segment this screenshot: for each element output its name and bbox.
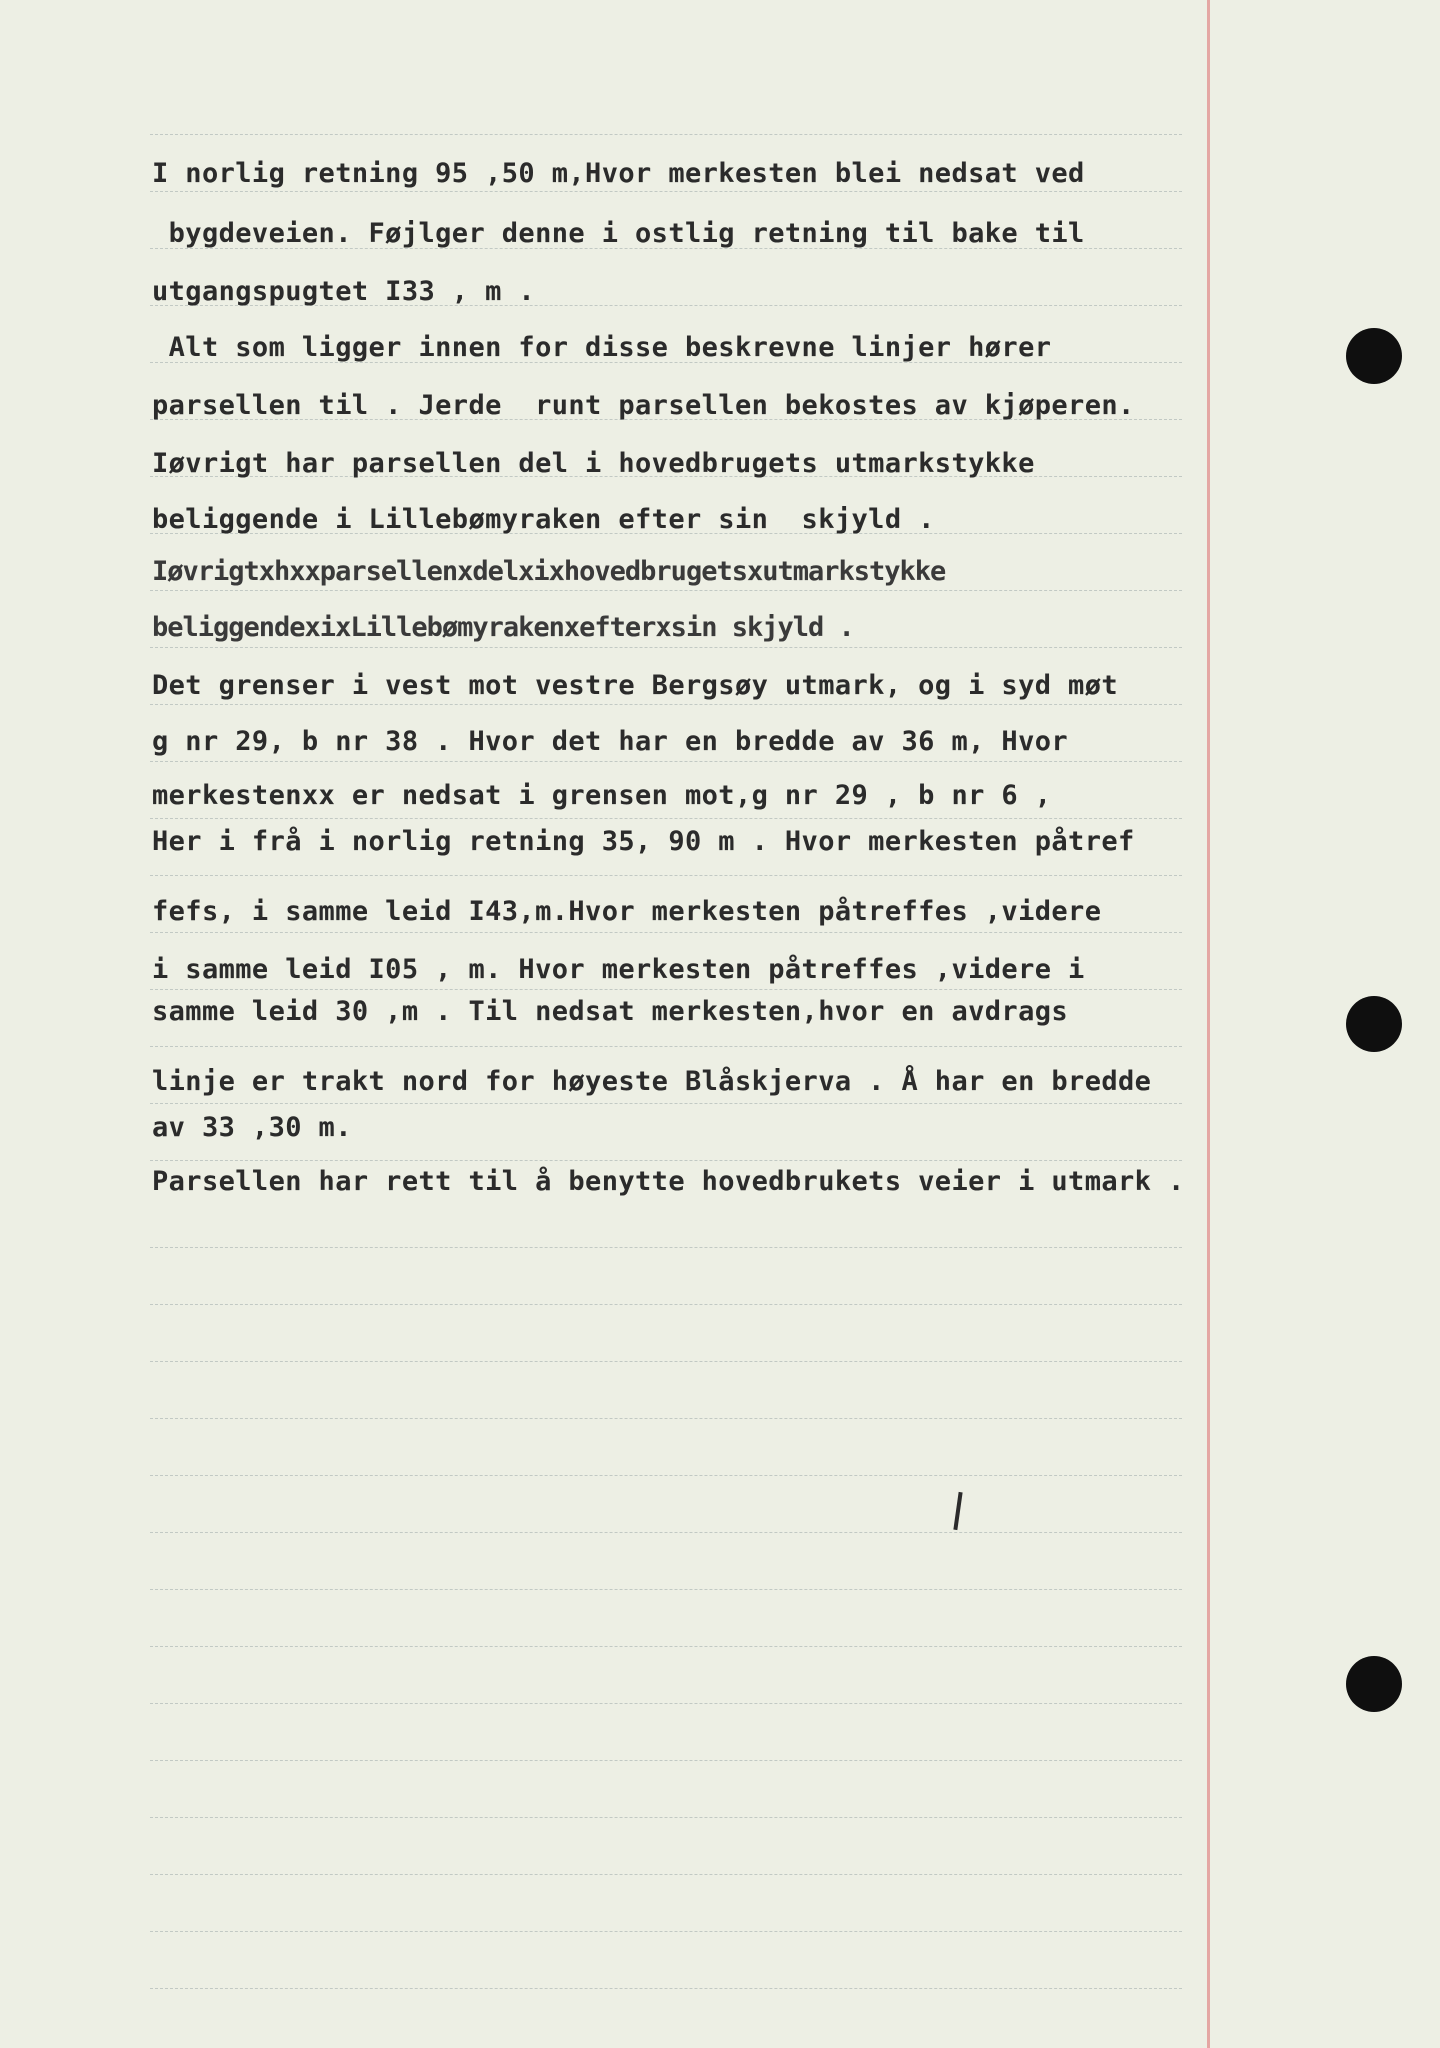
ruled-line [150, 1817, 1182, 1818]
ruled-line [150, 1589, 1182, 1590]
ruled-line [150, 1046, 1182, 1047]
ruled-line [150, 875, 1182, 876]
ruled-line [150, 1874, 1182, 1875]
ruled-line [150, 1760, 1182, 1761]
text-line: Det grenser i vest mot vestre Bergsøy utmark, og i syd møt [152, 670, 1119, 701]
ruled-line [150, 1418, 1182, 1419]
ruled-line [150, 989, 1182, 990]
text-line: I norlig retning 95 ,50 m,Hvor merkesten blei nedsat ved [152, 158, 1085, 189]
ruled-line [150, 1988, 1182, 1989]
ruled-line [150, 590, 1182, 591]
ruled-line [150, 191, 1182, 192]
text-line: Parsellen har rett til å benytte hovedbrukets veier i utmark . [152, 1166, 1185, 1197]
text-line: Alt som ligger innen for disse beskrevne linjer hører [152, 332, 1052, 363]
ruled-line [150, 1304, 1182, 1305]
text-line: Iøvrigt har parsellen del i hovedbrugets utmarkstykke [152, 448, 1035, 479]
punch-hole [1346, 328, 1402, 384]
ruled-line [150, 704, 1182, 705]
text-line: utgangspugtet I33 , m . [152, 276, 536, 307]
ruled-line [150, 1532, 1182, 1533]
text-line: samme leid 30 ,m . Til nedsat merkesten,hvor en avdrags [152, 996, 1069, 1027]
text-line: g nr 29, b nr 38 . Hvor det har en bredde av 36 m, Hvor [152, 726, 1069, 757]
text-line: merkestenxx er nedsat i grensen mot,g nr 29 , b nr 6 , [152, 780, 1052, 811]
ruled-line [150, 1247, 1182, 1248]
punch-hole [1346, 1656, 1402, 1712]
ruled-line [150, 1475, 1182, 1476]
ruled-line [150, 134, 1182, 135]
struck-text-line: beliggendexixLillebømyrakenxefterxsin skjyld . [152, 612, 854, 643]
red-margin-line [1207, 0, 1210, 2048]
handwritten-tick-mark [953, 1492, 962, 1530]
ruled-line [150, 1160, 1182, 1161]
text-line: i samme leid I05 , m. Hvor merkesten påtreffes ,videre i [152, 954, 1085, 985]
ruled-line [150, 1103, 1182, 1104]
text-line: parsellen til . Jerde runt parsellen bekostes av kjøperen. [152, 390, 1135, 421]
text-line: fefs, i samme leid I43,m.Hvor merkesten påtreffes ,videre [152, 896, 1102, 927]
punch-hole [1346, 996, 1402, 1052]
ruled-line [150, 1931, 1182, 1932]
text-line: Her i frå i norlig retning 35, 90 m . Hvor merkesten påtref [152, 826, 1135, 857]
ruled-line [150, 1361, 1182, 1362]
ruled-line [150, 1703, 1182, 1704]
ruled-line [150, 932, 1182, 933]
text-line: linje er trakt nord for høyeste Blåskjerva . Å har en bredde [152, 1066, 1152, 1097]
struck-text-line: Iøvrigtxhxxparsellenxdelxixhovedbrugetsxutmarkstykke [152, 556, 946, 587]
text-line: bygdeveien. Føjlger denne i ostlig retning til bake til [152, 218, 1085, 249]
text-line: beliggende i Lillebømyraken efter sin skjyld . [152, 504, 935, 535]
ruled-line [150, 1646, 1182, 1647]
ruled-line [150, 818, 1182, 819]
ruled-line [150, 647, 1182, 648]
text-line: av 33 ,30 m. [152, 1112, 352, 1143]
ruled-line [150, 761, 1182, 762]
